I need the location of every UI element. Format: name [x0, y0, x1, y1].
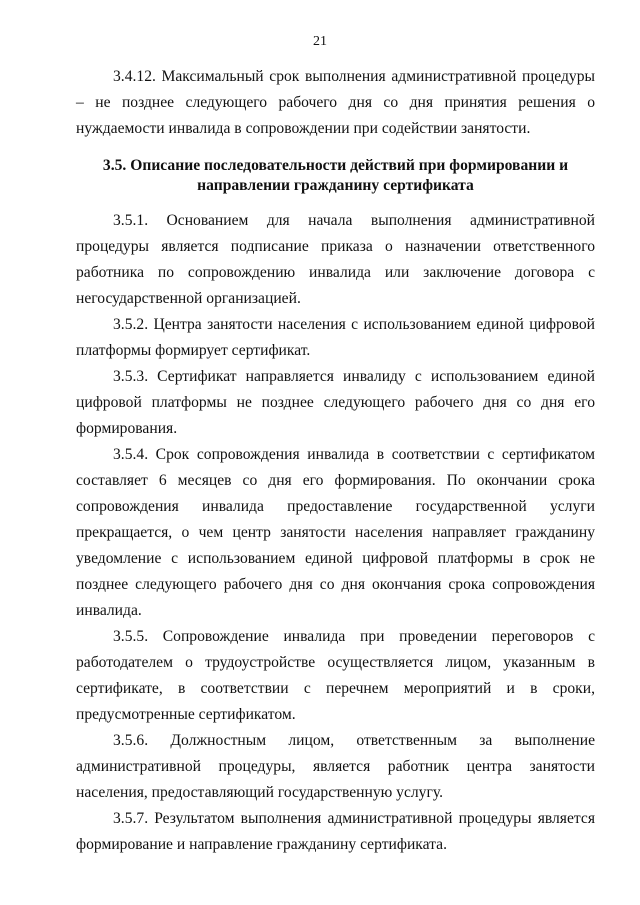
paragraph-3-5-4: 3.5.4. Срок сопровождения инвалида в соответствии с сертификатом составляет 6 месяцев со дня его формирования. По окончании срока сопровождения инвалида предоставление государственной услуги прекращается, о чем центр занятости населения направляет гражданину уведомление с использованием единой цифровой платформы в срок не позднее следующего рабочего дня со дня окончания срока сопровождения инвалида. [76, 446, 595, 619]
paragraph-3-5-1: 3.5.1. Основанием для начала выполнения административной процедуры является подписание приказа о назначении ответственного работника по сопровождению инвалида или заключение договора с негосударственной организацией. [76, 212, 595, 307]
paragraph-3-5-3: 3.5.3. Сертификат направляется инвалиду с использованием единой цифровой платформы не позднее следующего рабочего дня со дня его формирования. [76, 368, 595, 437]
section-heading-3-5: 3.5. Описание последовательности действий при формировании и направлении гражданину сертификата [102, 157, 569, 194]
paragraph-3-5-2: 3.5.2. Центра занятости населения с использованием единой цифровой платформы формирует сертификат. [76, 316, 595, 359]
page-number: 21 [313, 34, 327, 49]
paragraph-3-4-12: 3.4.12. Максимальный срок выполнения административной процедуры – не позднее следующего рабочего дня со дня принятия решения о нуждаемости инвалида в сопровождении при содействии занятости. [76, 68, 595, 137]
paragraph-3-5-7: 3.5.7. Результатом выполнения административной процедуры является формирование и направление гражданину сертификата. [76, 810, 595, 853]
paragraph-3-5-5: 3.5.5. Сопровождение инвалида при проведении переговоров с работодателем о трудоустройстве осуществляется лицом, указанным в сертификате, в соответствии с перечнем мероприятий и в сроки, предусмотренные сертификатом. [76, 628, 595, 723]
paragraph-3-5-6: 3.5.6. Должностным лицом, ответственным за выполнение административной процедуры, является работник центра занятости населения, предоставляющий государственную услугу. [76, 732, 595, 801]
document-body [76, 64, 595, 858]
